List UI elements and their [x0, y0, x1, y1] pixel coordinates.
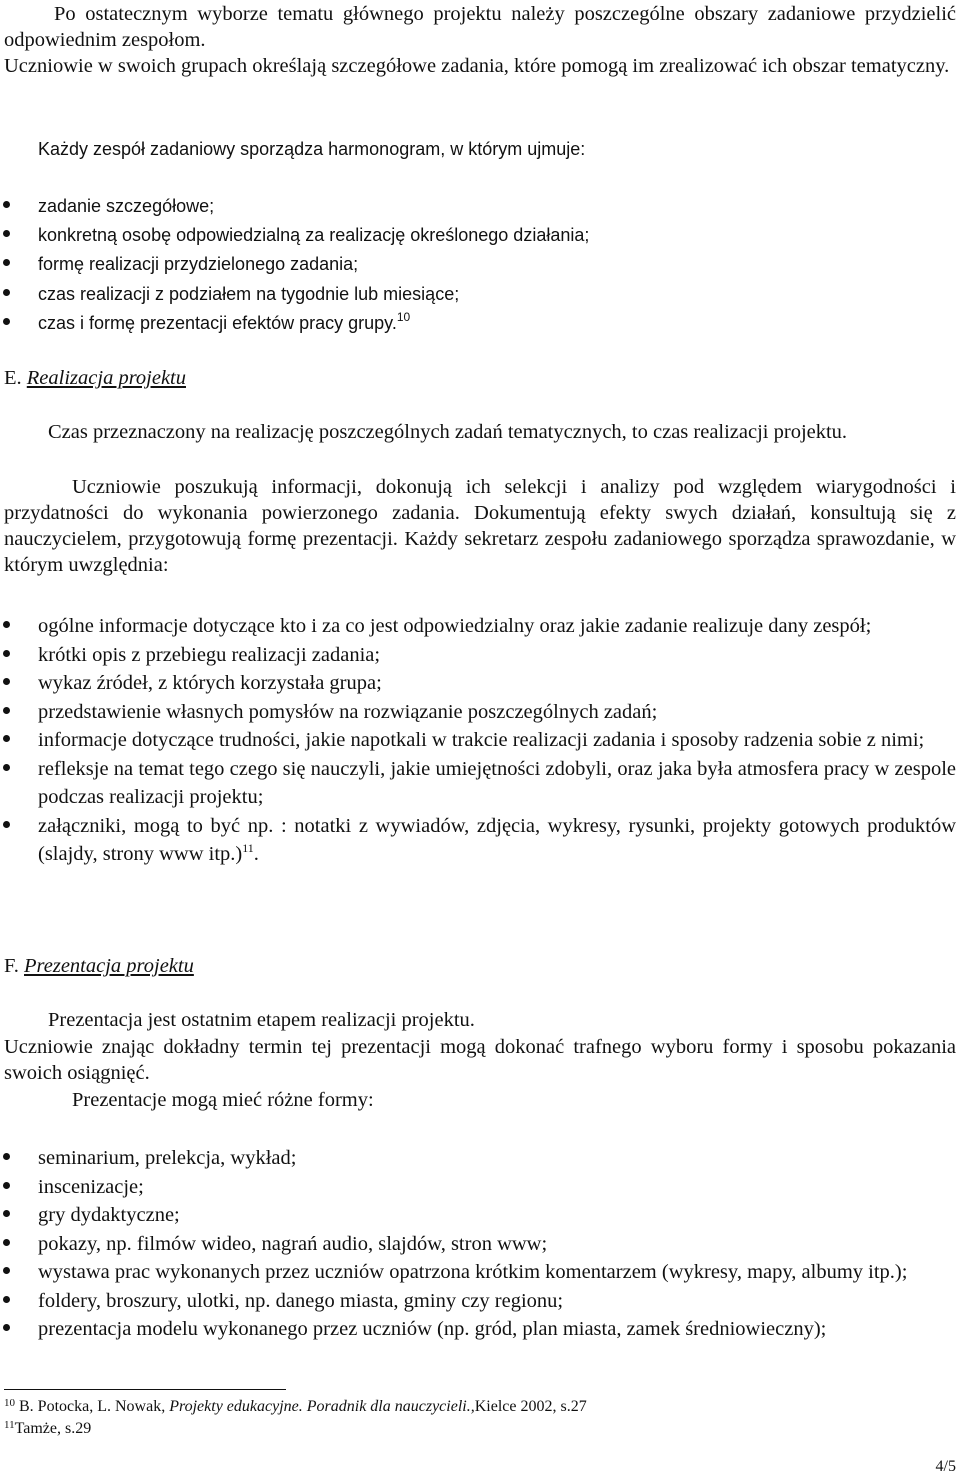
report-contents-list: [1, 612, 956, 869]
list-item: informacje dotyczące trudności, jakie napotkali w trakcie realizacji zadania i sposoby radzenia sobie z nimi;: [1, 726, 956, 755]
list-item: foldery, broszury, ulotki, np. danego miasta, gminy czy regionu;: [1, 1287, 956, 1316]
list-item: zadanie szczegółowe;: [1, 192, 921, 221]
footnote-ref-11: 11: [242, 841, 254, 855]
intro-paragraph-2: Uczniowie w swoich grupach określają szczegółowe zadania, które pomogą im zrealizować ich obszar tematyczny.: [4, 55, 950, 77]
list-item: inscenizacje;: [1, 1173, 956, 1202]
section-e-paragraph-2: Uczniowie poszukują informacji, dokonują ich selekcji i analizy pod względem wiarygodności i przydatności do wykonania powierzonego zadania. Dokumentują efekty swych działań, konsultują się z nauczycielem, przygotowują formę prezentacji. Każdy sekretarz zespołu zadaniowego sporządza sprawozdanie, w którym uwzględnia:: [4, 476, 956, 576]
harmonogram-list: [1, 192, 921, 338]
section-letter: E.: [4, 367, 22, 389]
list-item: wystawa prac wykonanych przez uczniów opatrzona krótkim komentarzem (wykresy, mapy, albumy itp.);: [1, 1258, 956, 1287]
list-item: krótki opis z przebiegu realizacji zadania;: [1, 641, 956, 670]
section-f-paragraph-2: Uczniowie znając dokładny termin tej prezentacji mogą dokonać trafnego wyboru formy i sposobu pokazania swoich osiągnięć.: [4, 1036, 956, 1084]
section-e-paragraph-1: Czas przeznaczony na realizację poszczególnych zadań tematycznych, to czas realizacji projektu.: [48, 421, 848, 443]
section-title: Realizacja projektu: [26, 367, 186, 389]
harmonogram-lead: Każdy zespół zadaniowy sporządza harmonogram, w którym ujmuje:: [38, 139, 586, 159]
intro-paragraph-1: Po ostatecznym wyborze tematu głównego projektu należy poszczególne obszary zadaniowe przydzielić odpowiednim zespołom.: [4, 3, 956, 51]
list-item: formę realizacji przydzielonego zadania;: [1, 250, 921, 279]
footnote-10: $^{10}$ B. Potocka, L. Nowak, Projekty edukacyjne. Poradnik dla nauczycieli.,Kielce 2002, s.27: [4, 1397, 587, 1415]
section-letter: F.: [4, 955, 19, 977]
section-f-heading: [4, 953, 604, 979]
list-item: wykaz źródeł, z których korzystała grupa;: [1, 669, 956, 698]
footnote-separator: [4, 1389, 286, 1390]
list-item: seminarium, prelekcja, wykład;: [1, 1144, 956, 1173]
list-item: czas realizacji z podziałem na tygodnie lub miesiące;: [1, 280, 921, 309]
list-item: załączniki, mogą to być np. : notatki z wywiadów, zdjęcia, wykresy, rysunki, projekty gotowych produktów (slajdy, strony www itp.)$^{11}$.: [1, 812, 956, 869]
section-e-heading: [4, 365, 604, 391]
list-item: gry dydaktyczne;: [1, 1201, 956, 1230]
section-title: Prezentacja projektu: [24, 955, 194, 977]
list-item: pokazy, np. filmów wideo, nagrań audio, slajdów, stron www;: [1, 1230, 956, 1259]
list-item: konkretną osobę odpowiedzialną za realizację określonego działania;: [1, 221, 921, 250]
list-item: prezentacja modelu wykonanego przez uczniów (np. gród, plan miasta, zamek średniowieczny);: [1, 1315, 956, 1344]
presentation-forms-list: [1, 1144, 956, 1344]
footnote-11: $^{11}$Tamże, s.29: [4, 1419, 92, 1437]
page-number: 4/5: [935, 1458, 956, 1475]
section-f-paragraph-3: Prezentacje mogą mieć różne formy:: [72, 1089, 374, 1111]
list-item: ogólne informacje dotyczące kto i za co jest odpowiedzialny oraz jakie zadanie realizuje dany zespół;: [1, 612, 956, 641]
list-item: czas i formę prezentacji efektów pracy grupy.$^{10}$: [1, 309, 921, 338]
footnote-ref-10: 10: [396, 309, 411, 324]
section-f-paragraph-1: Prezentacja jest ostatnim etapem realizacji projektu.: [48, 1009, 475, 1031]
list-item: refleksje na temat tego czego się nauczyli, jakie umiejętności zdobyli, oraz jaka była atmosfera pracy w zespole podczas realizacji projektu;: [1, 755, 956, 812]
list-item: przedstawienie własnych pomysłów na rozwiązanie poszczególnych zadań;: [1, 698, 956, 727]
